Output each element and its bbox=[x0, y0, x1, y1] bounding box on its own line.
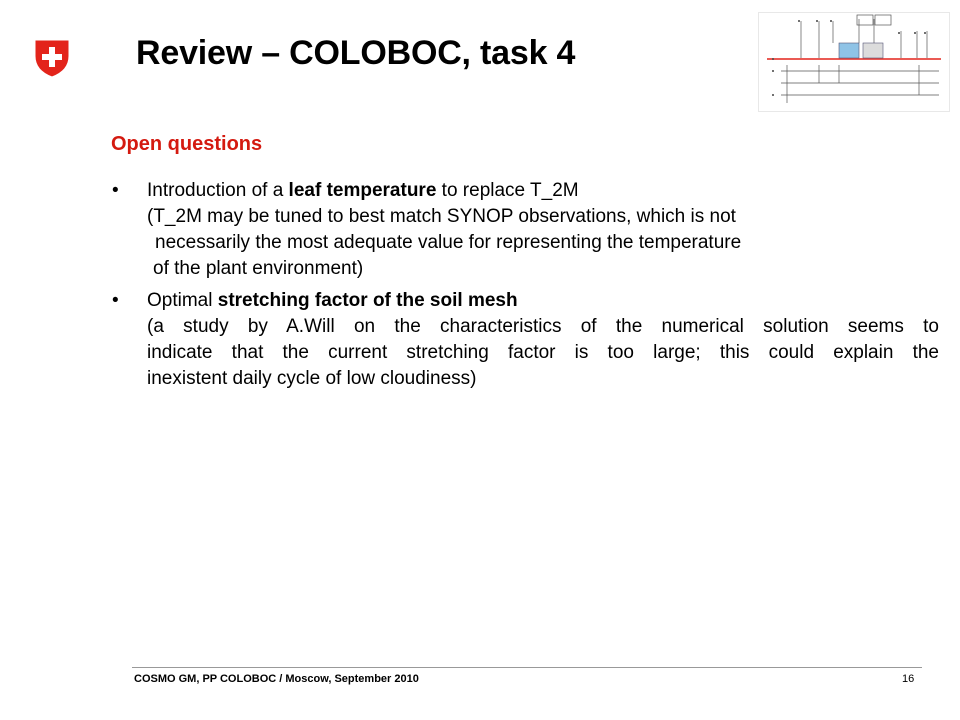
bullet-heading bbox=[147, 288, 942, 314]
bullet-leaf-temperature bbox=[112, 178, 942, 282]
bullet-heading bbox=[147, 178, 942, 204]
bullet-suffix: to replace T_2M bbox=[436, 180, 579, 201]
footer-divider bbox=[132, 667, 922, 668]
bullet-line: (a study by A.Will on the characteristics of the numerical solution seems to bbox=[147, 316, 939, 337]
bullet-line: indicate that the current stretching factor is too large; this could explain the bbox=[147, 342, 939, 363]
bullet-prefix: Introduction of a bbox=[147, 180, 289, 201]
bullet-line: (T_2M may be tuned to best match SYNOP observations, which is not bbox=[147, 206, 736, 227]
bullet-dot: • bbox=[112, 180, 119, 201]
page-number: 16 bbox=[902, 673, 915, 685]
bullet-prefix: Optimal bbox=[147, 290, 218, 311]
bullet-bold-term: leaf temperature bbox=[288, 180, 437, 201]
bullet-stretching-factor bbox=[112, 288, 942, 392]
section-subtitle: Open questions bbox=[111, 133, 263, 155]
bullet-dot: • bbox=[112, 290, 119, 311]
bullet-line: inexistent daily cycle of low cloudiness) bbox=[147, 368, 477, 389]
page-title: Review – COLOBOC, task 4 bbox=[136, 34, 576, 72]
bullet-list bbox=[112, 178, 942, 398]
bullet-line: necessarily the most adequate value for representing the temperature bbox=[155, 232, 742, 253]
footer-text: COSMO GM, PP COLOBOC / Moscow, September 2010 bbox=[134, 673, 419, 685]
bullet-line: of the plant environment) bbox=[153, 258, 364, 279]
swiss-shield-logo-icon bbox=[33, 38, 71, 78]
bullet-bold-term: stretching factor of the soil mesh bbox=[217, 290, 518, 311]
soil-model-diagram-icon bbox=[758, 12, 950, 112]
